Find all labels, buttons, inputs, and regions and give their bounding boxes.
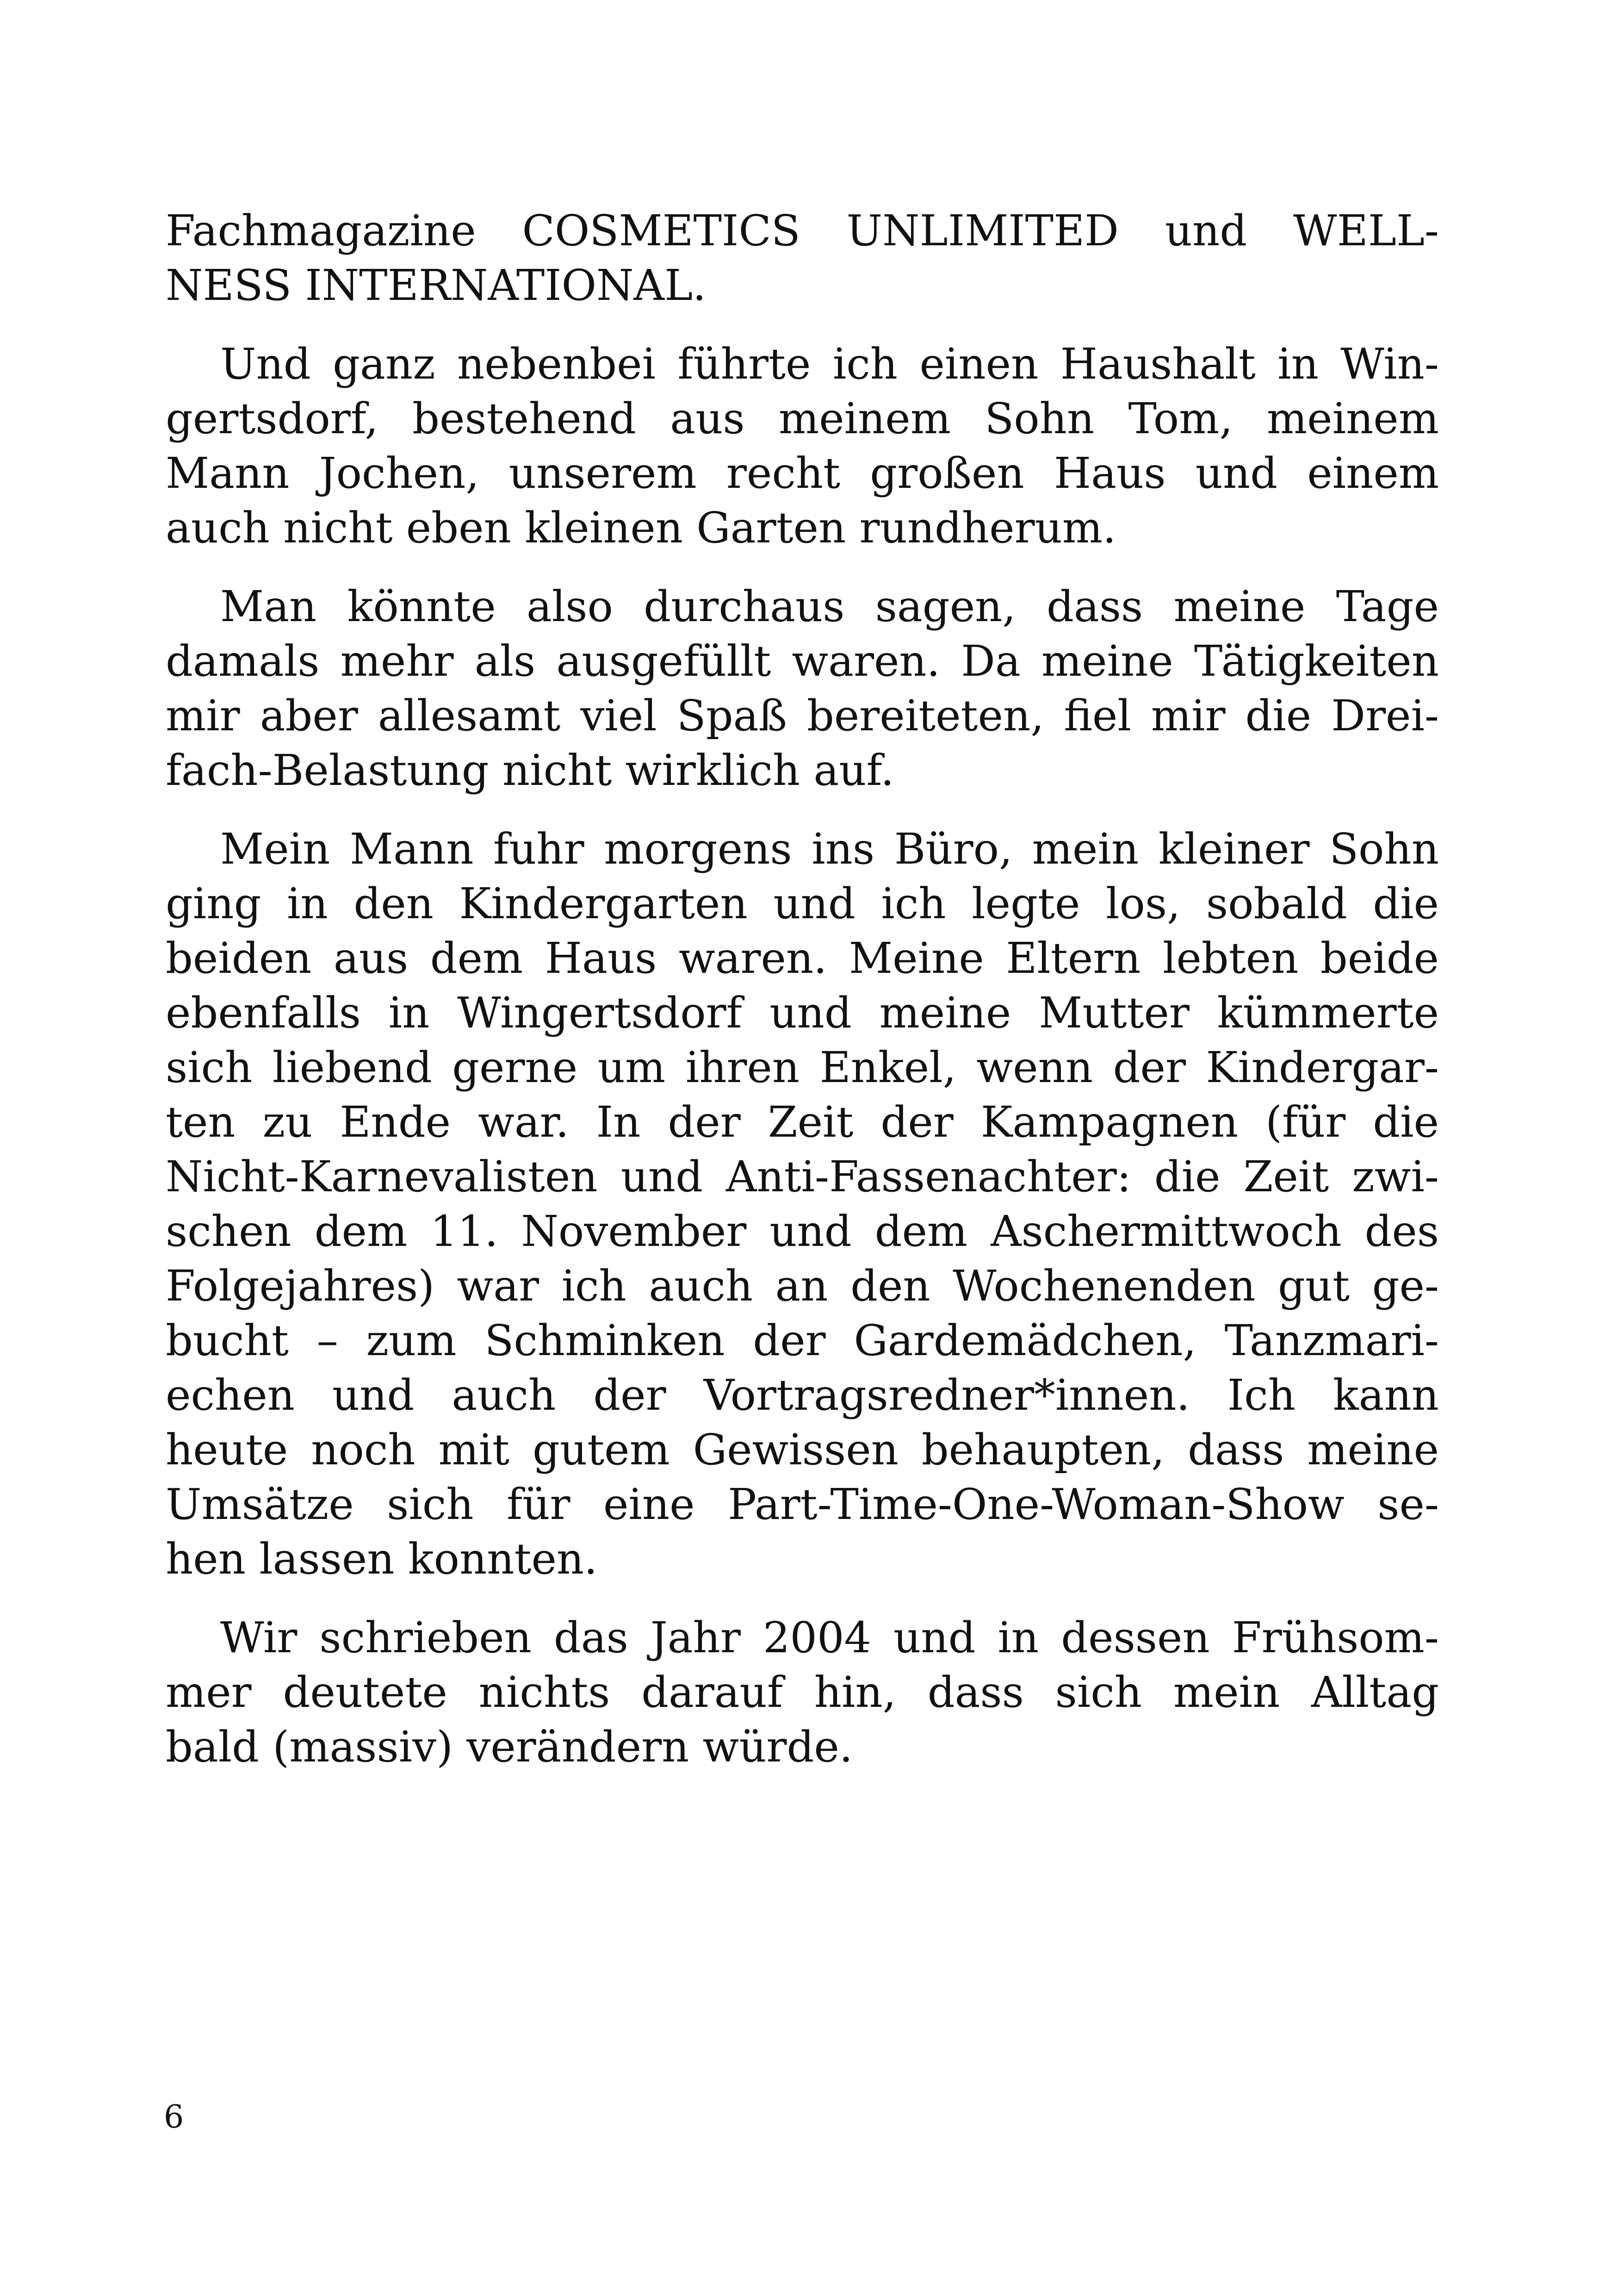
text-line: mer deutete nichts darauf hin, dass sich mein Alltag [166, 1668, 1439, 1717]
text-line: bald (massiv) verändern würde. [166, 1722, 853, 1772]
text-line: bucht – zum Schminken der Gardemädchen, Tanzmari- [166, 1316, 1439, 1365]
text-line: beiden aus dem Haus waren. Meine Eltern lebten beide [166, 933, 1439, 983]
text-line: schen dem 11. November und dem Aschermittwoch des [166, 1207, 1439, 1256]
paragraph [166, 579, 1439, 798]
text-line: Man könnte also durchaus sagen, dass meine Tage [220, 582, 1439, 631]
paragraph [166, 822, 1439, 1587]
text-line: sich liebend gerne um ihren Enkel, wenn der Kindergar- [166, 1043, 1439, 1092]
page-number: 6 [164, 2099, 184, 2135]
paragraph [166, 204, 1439, 313]
text-line: ging in den Kindergarten und ich legte los, sobald die [166, 879, 1439, 928]
text-line: ebenfalls in Wingertsdorf und meine Mutter kümmerte [166, 988, 1439, 1038]
body-text [166, 204, 1439, 1774]
text-line: damals mehr als ausgefüllt waren. Da meine Tätigkeiten [166, 636, 1439, 686]
paragraph-gap [166, 555, 1439, 579]
text-line: Fachmagazine COSMETICS UNLIMITED und WELL- [166, 206, 1439, 255]
paragraph-gap [166, 313, 1439, 337]
text-line: Folgejahres) war ich auch an den Wochenenden gut ge- [166, 1261, 1439, 1311]
paragraph [166, 337, 1439, 555]
text-line: hen lassen konnten. [166, 1534, 598, 1584]
text-line: Wir schrieben das Jahr 2004 und in dessen Frühsom- [220, 1613, 1439, 1662]
text-line: echen und auch der Vortragsredner*innen. Ich kann [166, 1370, 1439, 1420]
text-line: Mein Mann fuhr morgens ins Büro, mein kleiner Sohn [220, 824, 1439, 874]
text-line: heute noch mit gutem Gewissen behaupten, dass meine [166, 1425, 1439, 1475]
text-line: ten zu Ende war. In der Zeit der Kampagnen (für die [166, 1097, 1439, 1147]
paragraph-gap [166, 798, 1439, 822]
text-line: Nicht-Karnevalisten und Anti-Fassenachter: die Zeit zwi- [166, 1152, 1439, 1201]
text-line: NESS INTERNATIONAL. [166, 261, 707, 310]
paragraph [166, 1611, 1439, 1774]
text-line: Mann Jochen, unserem recht großen Haus und einem [166, 448, 1439, 498]
text-line: Und ganz nebenbei führte ich einen Haushalt in Win- [220, 339, 1439, 389]
text-line: mir aber allesamt viel Spaß bereiteten, fiel mir die Drei- [166, 691, 1439, 740]
text-line: auch nicht eben kleinen Garten rundherum. [166, 503, 1116, 553]
text-line: Umsätze sich für eine Part-Time-One-Woman-Show se- [166, 1480, 1439, 1529]
paragraph-gap [166, 1587, 1439, 1611]
text-line: fach-Belastung nicht wirklich auf. [166, 746, 894, 795]
text-line: gertsdorf, bestehend aus meinem Sohn Tom, meinem [166, 394, 1439, 443]
